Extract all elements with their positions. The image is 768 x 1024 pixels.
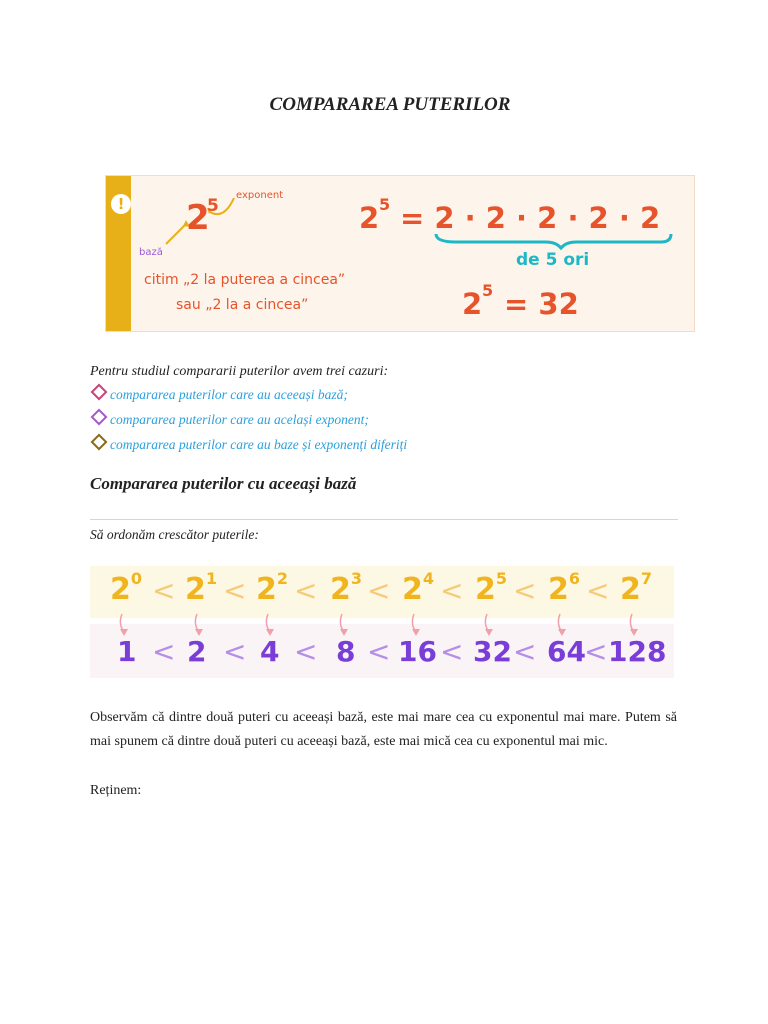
diamond-bullet-icon bbox=[91, 434, 108, 451]
expansion-product: = 2 · 2 · 2 · 2 · 2 bbox=[400, 201, 661, 235]
less-than-symbol: < bbox=[223, 635, 247, 668]
power-value: 16 bbox=[398, 635, 437, 668]
power-value: 2 bbox=[187, 635, 207, 668]
expansion-base: 2 bbox=[359, 201, 380, 235]
power-base: 2 bbox=[330, 572, 351, 607]
power-base: 2 bbox=[256, 572, 277, 607]
less-than-symbol: < bbox=[513, 574, 537, 607]
power-base: 2 bbox=[548, 572, 569, 607]
times-label: de 5 ori bbox=[516, 250, 590, 270]
less-than-symbol: < bbox=[440, 635, 464, 668]
power-exponent: 1 bbox=[205, 569, 218, 588]
order-instruction: Să ordonăm crescător puterile: bbox=[90, 527, 259, 542]
diamond-bullet-icon bbox=[91, 409, 108, 426]
case-item-same-exponent: compararea puterilor care au același exponent; bbox=[90, 411, 369, 428]
powers-comparison-strip bbox=[90, 566, 674, 678]
reading-line-2: sau „2 la a cincea” bbox=[176, 297, 309, 313]
power-exponent: 5 bbox=[495, 569, 508, 588]
divider bbox=[90, 519, 678, 520]
power-exponent: 2 bbox=[276, 569, 289, 588]
power-base: 2 bbox=[475, 572, 496, 607]
reading-line-1: citim „2 la puterea a cincea” bbox=[144, 272, 346, 288]
result-base: 2 bbox=[462, 287, 483, 321]
less-than-symbol: < bbox=[152, 635, 176, 668]
power-exponent: 7 bbox=[640, 569, 653, 588]
less-than-symbol: < bbox=[513, 635, 537, 668]
case-item-same-base: compararea puterilor care au aceeași bază; bbox=[90, 386, 348, 403]
power-base: 2 bbox=[620, 572, 641, 607]
power-term bbox=[475, 569, 508, 607]
power-exponent: 6 bbox=[568, 569, 581, 588]
less-than-symbol: < bbox=[586, 574, 610, 607]
less-than-symbol: < bbox=[367, 635, 391, 668]
base-label: bază bbox=[139, 247, 163, 258]
power-value: 8 bbox=[336, 635, 356, 668]
power-exponent: 0 bbox=[130, 569, 143, 588]
exponent-label: exponent bbox=[236, 190, 284, 201]
power-value: 64 bbox=[547, 635, 586, 668]
less-than-symbol: < bbox=[152, 574, 176, 607]
power-value: 128 bbox=[608, 635, 667, 668]
less-than-symbol: < bbox=[223, 574, 247, 607]
power-term bbox=[330, 569, 363, 607]
section-heading: Compararea puterilor cu aceeași bază bbox=[90, 474, 357, 493]
power-value: 4 bbox=[260, 635, 280, 668]
intro-text: Pentru studiul compararii puterilor avem trei cazuri: bbox=[90, 364, 389, 379]
power-term bbox=[110, 569, 143, 607]
less-than-symbol: < bbox=[294, 635, 318, 668]
power-term bbox=[185, 569, 218, 607]
case-item-different: compararea puterilor care au baze și exponenți diferiți bbox=[90, 436, 407, 453]
power-term bbox=[256, 569, 289, 607]
less-than-symbol: < bbox=[440, 574, 464, 607]
less-than-symbol: < bbox=[294, 574, 318, 607]
base-number: 2 bbox=[186, 198, 210, 238]
page-title: COMPARAREA PUTERILOR bbox=[269, 94, 511, 115]
power-base: 2 bbox=[110, 572, 131, 607]
power-definition-box bbox=[105, 175, 695, 332]
power-value: 32 bbox=[473, 635, 512, 668]
power-term bbox=[548, 569, 581, 607]
power-base: 2 bbox=[402, 572, 423, 607]
result-value: = 32 bbox=[504, 287, 579, 321]
expansion-exp: 5 bbox=[379, 195, 391, 214]
observation-paragraph: Observăm că dintre două puteri cu aceeași bază, este mai mare cea cu exponentul mai mare. Putem să mai spunem că dintre două puteri cu aceeași bază, este mai mică cea cu exponentul mai mic. bbox=[90, 710, 677, 749]
power-term bbox=[620, 569, 653, 607]
power-value: 1 bbox=[117, 635, 137, 668]
exclamation-icon: ! bbox=[111, 194, 131, 214]
less-than-symbol: < bbox=[584, 635, 608, 668]
diamond-bullet-icon bbox=[91, 384, 108, 401]
power-base: 2 bbox=[185, 572, 206, 607]
result-exp: 5 bbox=[482, 281, 494, 300]
less-than-symbol: < bbox=[367, 574, 391, 607]
power-exponent: 3 bbox=[350, 569, 363, 588]
power-term bbox=[402, 569, 435, 607]
exponent-number: 5 bbox=[207, 196, 219, 216]
power-exponent: 4 bbox=[422, 569, 435, 588]
retinem-label: Reținem: bbox=[90, 783, 142, 798]
